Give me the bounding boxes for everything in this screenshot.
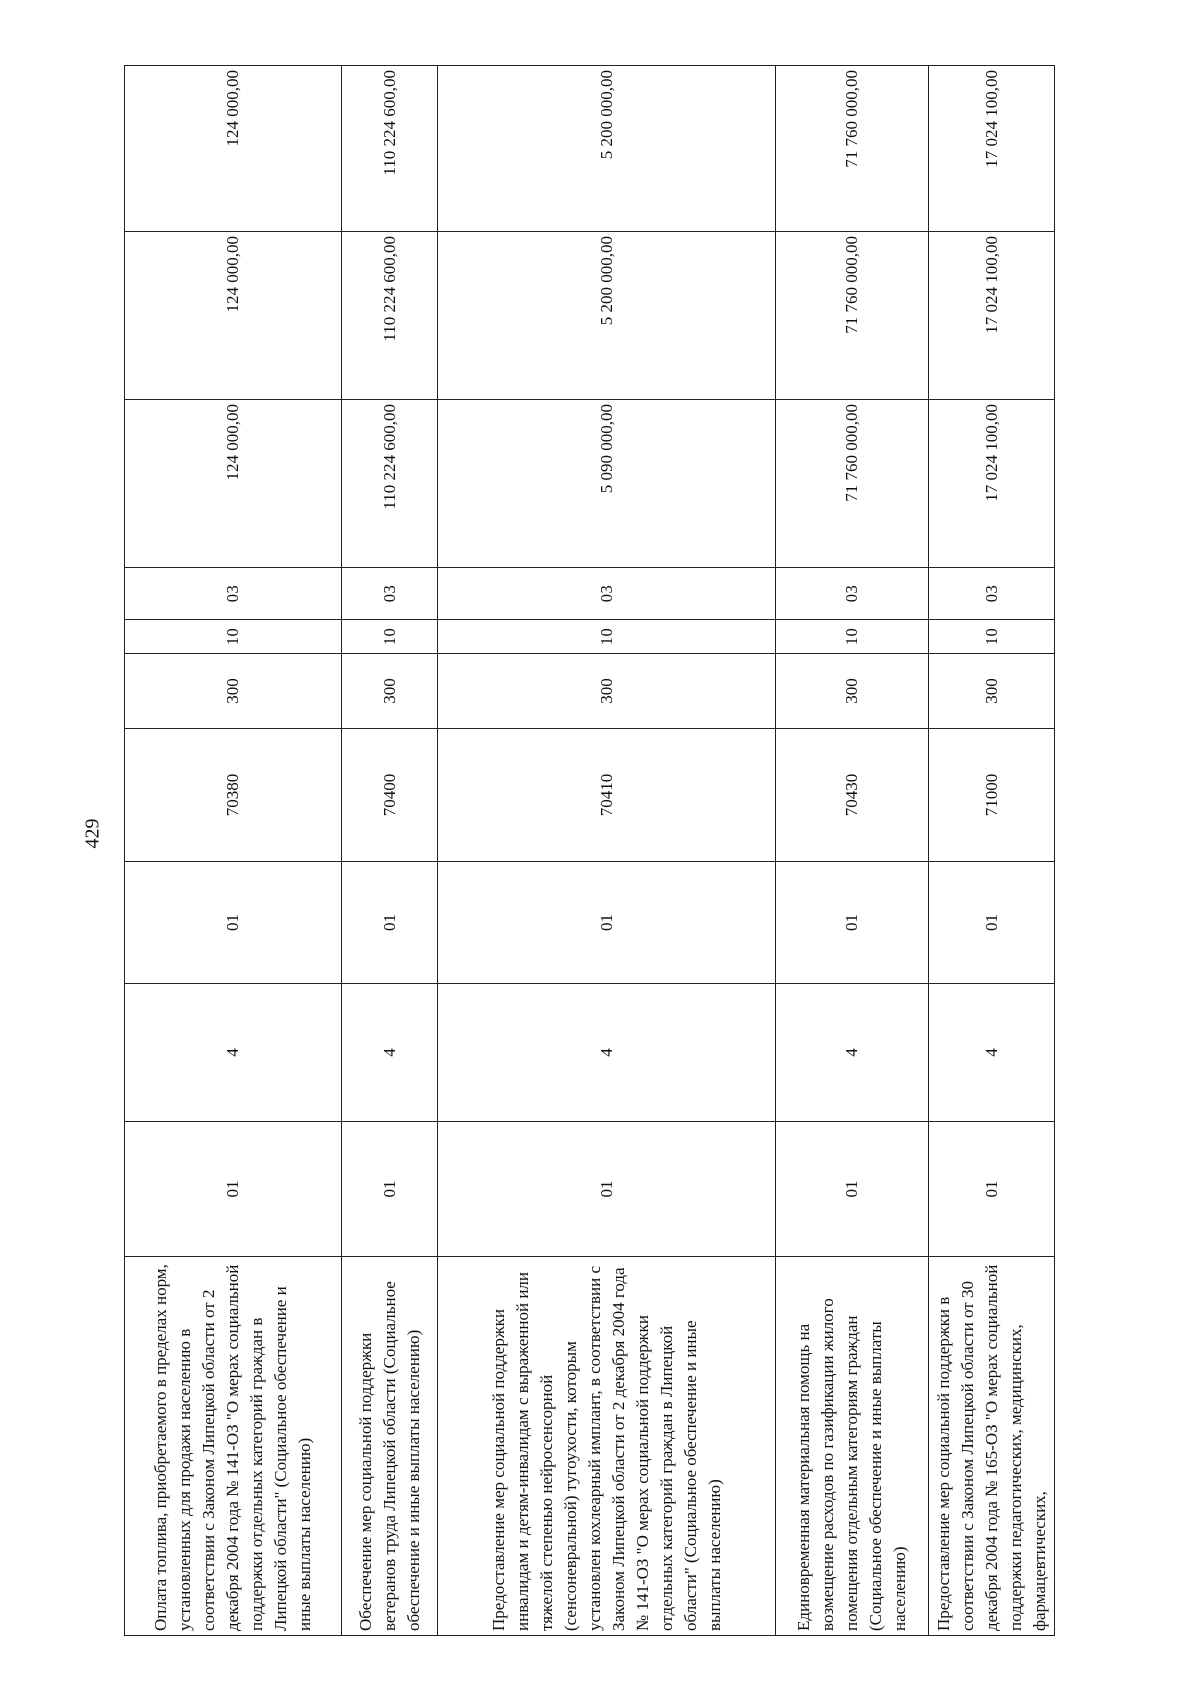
program-code-cell: 01	[776, 1122, 929, 1257]
amount-year3-cell: 17 024 100,00	[929, 66, 1055, 232]
section-code-cell: 10	[125, 620, 342, 654]
program-code-cell: 01	[929, 1122, 1055, 1257]
row-name-cell: Единовременная материальная помощь на возмещение расходов по газификации жилого помещения отдельным категориям граждан (Социальное обеспечение и иные выплаты населению)	[776, 1257, 929, 1636]
page-number: 429	[81, 818, 104, 849]
amount-year2-cell: 17 024 100,00	[929, 232, 1055, 400]
subprogram-code-cell: 4	[438, 984, 776, 1122]
row-name-cell: Предоставление мер социальной поддержки в соответствии с Законом Липецкой области от 30 декабря 2004 года № 165-ОЗ "О мерах социальной поддержки педагогических, медицинских, фармацевтических,	[929, 1257, 1055, 1636]
program-code-cell: 01	[438, 1122, 776, 1257]
subprogram-code-cell: 4	[125, 984, 342, 1122]
direction-code-cell: 70430	[776, 729, 929, 862]
budget-table-sheet	[124, 66, 1054, 1636]
amount-year1-cell: 71 760 000,00	[776, 400, 929, 568]
direction-code-cell: 71000	[929, 729, 1055, 862]
section-code-cell: 10	[776, 620, 929, 654]
main-event-code-cell: 01	[125, 862, 342, 984]
section-code-cell: 10	[929, 620, 1055, 654]
amount-year2-cell: 71 760 000,00	[776, 232, 929, 400]
subprogram-code-cell: 4	[342, 984, 438, 1122]
expense-type-cell: 300	[342, 654, 438, 729]
amount-year3-cell: 124 000,00	[125, 66, 342, 232]
subsection-code-cell: 03	[438, 568, 776, 620]
expense-type-cell: 300	[125, 654, 342, 729]
rotated-table-wrapper	[124, 66, 1054, 1636]
program-code-cell: 01	[125, 1122, 342, 1257]
amount-year1-cell: 124 000,00	[125, 400, 342, 568]
row-name-cell: Предоставление мер социальной поддержки инвалидам и детям-инвалидам с выраженной или тяжелой степенью нейросенсорной (сенсоневральной) тугоухости, которым установлен кохлеарный имплант, в соответствии с Законом Липецкой области от 2 декабря 2004 года № 141-ОЗ "О мерах социальной поддержки отдельных категорий граждан в Липецкой области" (Социальное обеспечение и иные выплаты населению)	[438, 1257, 776, 1636]
table-row	[125, 66, 342, 1636]
table-row	[776, 66, 929, 1636]
table-row	[342, 66, 438, 1636]
amount-year2-cell: 110 224 600,00	[342, 232, 438, 400]
amount-year1-cell: 17 024 100,00	[929, 400, 1055, 568]
direction-code-cell: 70410	[438, 729, 776, 862]
row-name-cell: Оплата топлива, приобретаемого в пределах норм, установленных для продажи населению в соответствии с Законом Липецкой области от 2 декабря 2004 года № 141-ОЗ "О мерах социальной поддержки отдельных категорий граждан в Липецкой области" (Социальное обеспечение и иные выплаты населению)	[125, 1257, 342, 1636]
amount-year1-cell: 5 090 000,00	[438, 400, 776, 568]
table-row	[438, 66, 776, 1636]
main-event-code-cell: 01	[776, 862, 929, 984]
main-event-code-cell: 01	[438, 862, 776, 984]
amount-year3-cell: 5 200 000,00	[438, 66, 776, 232]
direction-code-cell: 70380	[125, 729, 342, 862]
subsection-code-cell: 03	[929, 568, 1055, 620]
program-code-cell: 01	[342, 1122, 438, 1257]
expense-type-cell: 300	[438, 654, 776, 729]
subsection-code-cell: 03	[776, 568, 929, 620]
expense-type-cell: 300	[929, 654, 1055, 729]
amount-year3-cell: 71 760 000,00	[776, 66, 929, 232]
amount-year3-cell: 110 224 600,00	[342, 66, 438, 232]
main-event-code-cell: 01	[342, 862, 438, 984]
amount-year2-cell: 124 000,00	[125, 232, 342, 400]
subsection-code-cell: 03	[125, 568, 342, 620]
table-row	[929, 66, 1055, 1636]
amount-year1-cell: 110 224 600,00	[342, 400, 438, 568]
amount-year2-cell: 5 200 000,00	[438, 232, 776, 400]
budget-table	[124, 65, 1055, 1636]
section-code-cell: 10	[438, 620, 776, 654]
subsection-code-cell: 03	[342, 568, 438, 620]
main-event-code-cell: 01	[929, 862, 1055, 984]
expense-type-cell: 300	[776, 654, 929, 729]
subprogram-code-cell: 4	[929, 984, 1055, 1122]
row-name-cell: Обеспечение мер социальной поддержки ветеранов труда Липецкой области (Социальное обеспечение и иные выплаты населению)	[342, 1257, 438, 1636]
direction-code-cell: 70400	[342, 729, 438, 862]
subprogram-code-cell: 4	[776, 984, 929, 1122]
section-code-cell: 10	[342, 620, 438, 654]
